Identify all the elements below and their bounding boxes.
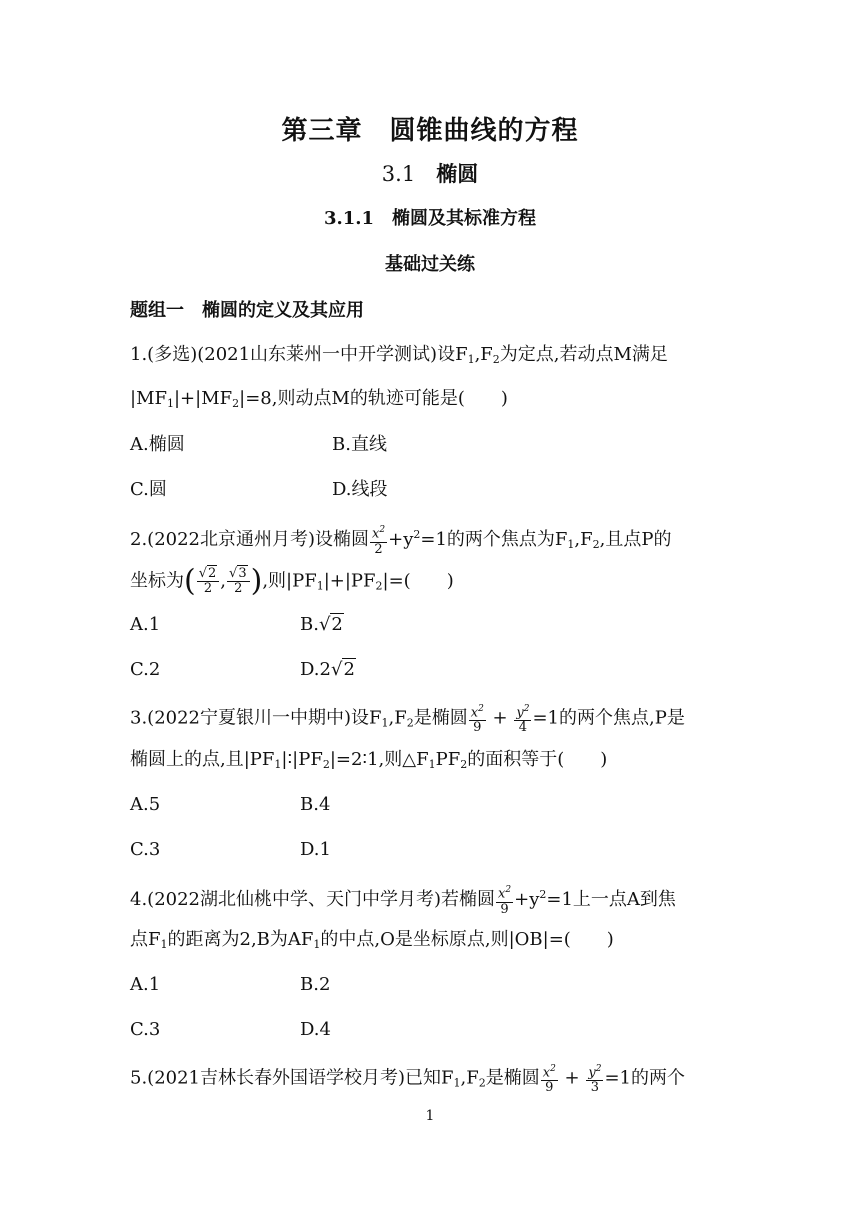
question-2-line-2: 坐标为( $\frac{√2}{2}$ , $\frac{√3}{2}$ ),则$|PF_1|+|PF_2|=$( ): [130, 563, 454, 599]
question-2-option-c: C.2: [130, 659, 161, 680]
question-3-option-a: A.5: [130, 794, 161, 815]
question-4-option-c: C.3: [130, 1019, 161, 1040]
section-number: 3.1: [381, 162, 416, 186]
question-1-option-d: D.线段: [332, 479, 388, 500]
question-4-line-1: 4.(2022湖北仙桃中学、天门中学月考)若椭圆 $\frac{x^2}{9}$ $+y^2=1$上一点A到焦: [130, 885, 676, 917]
question-1-option-a: A.椭圆: [130, 434, 185, 455]
question-3-line-2: 椭圆上的点,且$|PF_1|∶|PF_2|=2∶1$,则$\triangle F_1PF_2$的面积等于( ): [130, 749, 608, 771]
section-title: [0, 158, 860, 188]
question-2-option-d: D.2√2: [300, 659, 355, 680]
question-1-line-1: 1.(多选)(2021山东莱州一中开学测试)设$F_1,F_2$为定点,若动点M满足: [130, 344, 668, 366]
page-number: 1: [425, 1108, 435, 1124]
level-heading: 基础过关练: [385, 254, 475, 275]
section-name: 椭圆: [436, 161, 479, 186]
question-3-option-c: C.3: [130, 839, 161, 860]
question-2-line-1: 2.(2022北京通州月考)设椭圆 $\frac{x^2}{2}$ $+y^2=1$的两个焦点为$F_1,F_2$,且点P的: [130, 525, 672, 557]
question-1-line-2: $|MF_1|+|MF_2|=8$,则动点M的轨迹可能是( ): [130, 388, 508, 410]
question-4-line-2: 点$F_1$的距离为2,B为$AF_1$的中点,O是坐标原点,则|OB|=( ): [130, 929, 614, 951]
group-heading: 题组一 椭圆的定义及其应用: [130, 300, 364, 321]
question-2-option-b: B.√2: [300, 614, 343, 635]
question-4-option-a: A.1: [130, 974, 161, 995]
question-4-option-d: D.4: [300, 1019, 331, 1040]
question-3-option-d: D.1: [300, 839, 331, 860]
question-1-option-b: B.直线: [332, 434, 387, 455]
subsection-title: 3.1.1 椭圆及其标准方程: [323, 208, 537, 229]
chapter-title: 第三章 圆锥曲线的方程: [281, 116, 579, 146]
question-2-option-a: A.1: [130, 614, 161, 635]
question-3-line-1: 3.(2022宁夏银川一中期中)设$F_1,F_2$是椭圆 $\frac{x^2}{9}$ + $\frac{y^2}{4}$ =1的两个焦点,P是: [130, 704, 685, 736]
question-5-line-1: 5.(2021吉林长春外国语学校月考)已知$F_1,F_2$是椭圆 $\frac{x^2}{9}$ + $\frac{y^2}{3}$ =1的两个: [130, 1064, 685, 1096]
question-1-option-c: C.圆: [130, 479, 167, 500]
question-3-option-b: B.4: [300, 794, 331, 815]
question-4-option-b: B.2: [300, 974, 331, 995]
